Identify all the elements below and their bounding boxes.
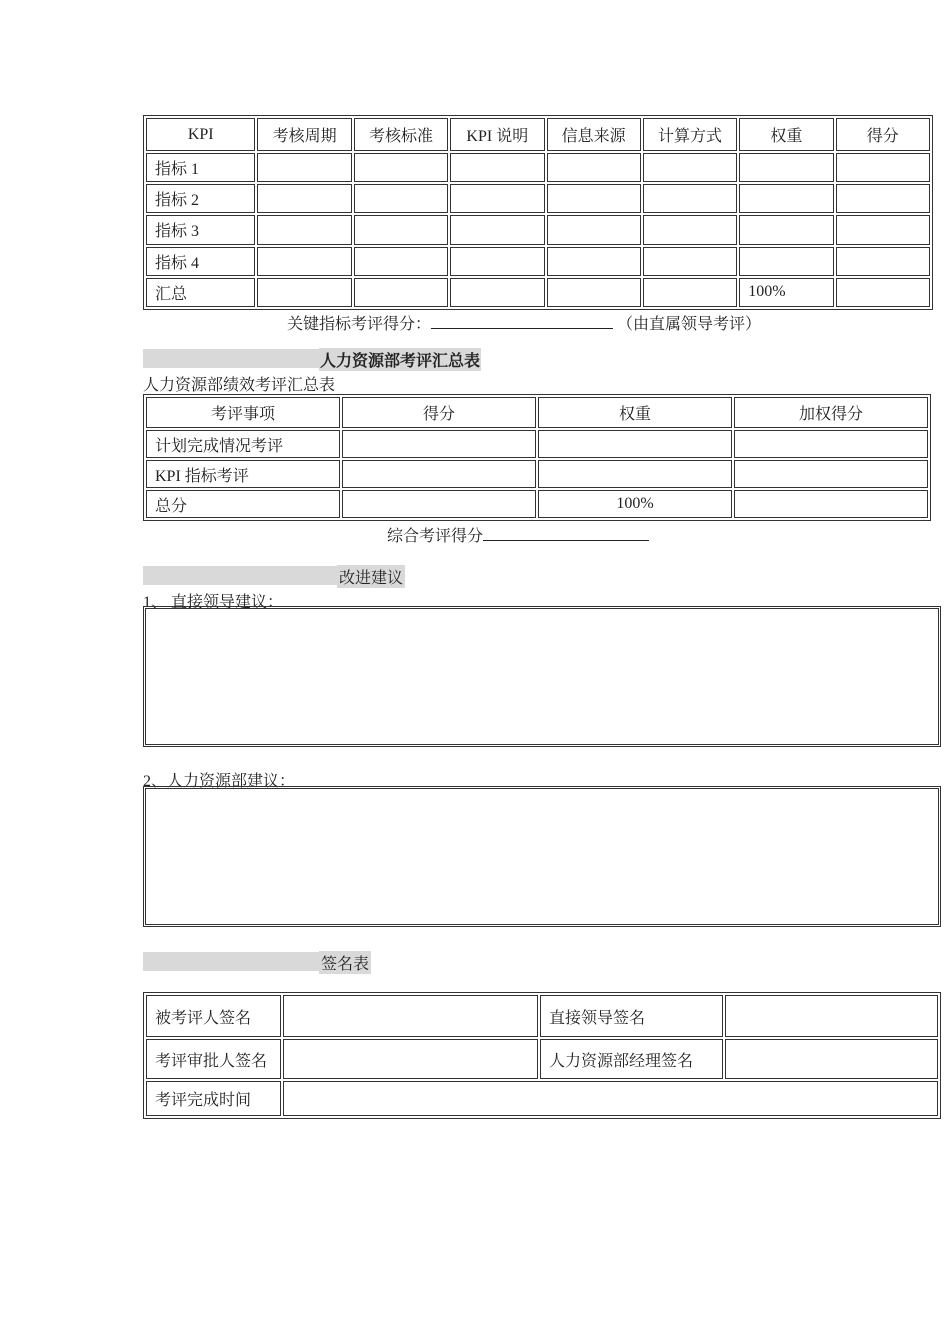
hr-summary-item: 总分 <box>146 490 340 518</box>
completion-time-field[interactable] <box>283 1081 938 1116</box>
kpi-header-row <box>146 118 930 151</box>
kpi-cell[interactable] <box>354 153 448 182</box>
kpi-cell[interactable] <box>354 184 448 213</box>
kpi-cell[interactable] <box>643 215 737 244</box>
section-band <box>143 349 319 368</box>
kpi-cell[interactable] <box>739 215 833 244</box>
kpi-cell[interactable] <box>257 184 351 213</box>
section-title-improvement: 改进建议 <box>337 565 405 588</box>
kpi-cell[interactable] <box>643 184 737 213</box>
kpi-weight-total: 100% <box>739 278 833 307</box>
kpi-cell[interactable] <box>257 278 351 307</box>
table-row <box>146 184 930 213</box>
hr-summary-cell[interactable] <box>342 490 536 518</box>
hr-suggestion-box[interactable] <box>143 786 941 927</box>
hr-summary-cell[interactable] <box>734 490 928 518</box>
kpi-cell[interactable] <box>257 153 351 182</box>
leader-suggestion-label: 1、 直接领导建议： <box>143 594 284 611</box>
kpi-cell[interactable] <box>257 247 351 276</box>
table-row <box>146 215 930 244</box>
kpi-table <box>143 115 933 310</box>
hr-summary-table <box>143 394 931 521</box>
hr-summary-cell[interactable] <box>538 430 732 458</box>
kpi-cell[interactable] <box>547 215 641 244</box>
kpi-cell[interactable] <box>547 278 641 307</box>
hr-suggestion-label: 2、人力资源部建议： <box>143 773 296 790</box>
kpi-cell[interactable] <box>257 215 351 244</box>
kpi-cell[interactable] <box>547 153 641 182</box>
hr-manager-signature-label: 人力资源部经理签名 <box>540 1039 723 1079</box>
kpi-cell[interactable] <box>643 153 737 182</box>
kpi-header-cell: 权重 <box>739 118 833 151</box>
kpi-cell[interactable] <box>739 247 833 276</box>
kpi-cell[interactable] <box>547 247 641 276</box>
hr-summary-cell[interactable] <box>734 430 928 458</box>
kpi-header-cell: KPI <box>146 118 255 151</box>
direct-leader-signature-label: 直接领导签名 <box>540 995 723 1037</box>
section-title-hr-summary: 人力资源部考评汇总表 <box>319 348 481 371</box>
overall-score-line <box>387 523 649 546</box>
table-row <box>146 1039 938 1079</box>
hr-summary-header-cell: 考评事项 <box>146 397 340 428</box>
hr-summary-header-cell: 加权得分 <box>734 397 928 428</box>
hr-summary-cell[interactable] <box>538 460 732 488</box>
table-row <box>146 153 930 182</box>
kpi-cell[interactable] <box>354 278 448 307</box>
table-row <box>146 490 928 518</box>
hr-summary-header-cell: 得分 <box>342 397 536 428</box>
section-title-signature: 签名表 <box>319 951 371 974</box>
hr-summary-cell[interactable] <box>342 460 536 488</box>
hr-summary-item: 计划完成情况考评 <box>146 430 340 458</box>
kpi-cell[interactable] <box>836 184 930 213</box>
kpi-score-note: （由直属领导考评） <box>617 316 762 333</box>
kpi-cell[interactable] <box>739 153 833 182</box>
kpi-score-label: 关键指标考评得分： <box>287 316 432 333</box>
kpi-cell[interactable] <box>547 184 641 213</box>
table-row <box>146 278 930 307</box>
hr-summary-item: KPI 指标考评 <box>146 460 340 488</box>
kpi-cell[interactable] <box>354 215 448 244</box>
kpi-header-cell: 考核标准 <box>354 118 448 151</box>
appraisee-signature-label: 被考评人签名 <box>146 995 281 1037</box>
direct-leader-signature-field[interactable] <box>725 995 938 1037</box>
kpi-score-blank[interactable] <box>431 312 613 329</box>
approver-signature-field[interactable] <box>283 1039 538 1079</box>
kpi-cell[interactable] <box>836 247 930 276</box>
leader-suggestion-box[interactable] <box>143 606 941 747</box>
hr-summary-cell[interactable] <box>342 430 536 458</box>
kpi-header-cell: KPI 说明 <box>450 118 544 151</box>
kpi-cell[interactable] <box>450 184 544 213</box>
section-band <box>143 566 337 585</box>
kpi-cell[interactable] <box>836 215 930 244</box>
kpi-cell[interactable] <box>450 278 544 307</box>
kpi-cell[interactable] <box>739 184 833 213</box>
kpi-cell[interactable] <box>836 153 930 182</box>
hr-summary-caption: 人力资源部绩效考评汇总表 <box>143 377 336 394</box>
table-row <box>146 460 928 488</box>
table-row <box>146 1081 938 1116</box>
kpi-header-cell: 得分 <box>836 118 930 151</box>
hr-summary-weight-total: 100% <box>538 490 732 518</box>
hr-manager-signature-field[interactable] <box>725 1039 938 1079</box>
kpi-header-cell: 考核周期 <box>257 118 351 151</box>
hr-summary-header-cell: 权重 <box>538 397 732 428</box>
kpi-header-cell: 计算方式 <box>643 118 737 151</box>
kpi-name-cell: 指标 2 <box>146 184 255 213</box>
signature-table <box>143 992 941 1119</box>
section-band <box>143 952 319 971</box>
kpi-header-cell: 信息来源 <box>547 118 641 151</box>
kpi-cell[interactable] <box>354 247 448 276</box>
table-row <box>146 247 930 276</box>
kpi-cell[interactable] <box>836 278 930 307</box>
kpi-cell[interactable] <box>450 215 544 244</box>
kpi-name-cell: 汇总 <box>146 278 255 307</box>
kpi-score-line <box>287 311 761 334</box>
kpi-cell[interactable] <box>450 247 544 276</box>
kpi-name-cell: 指标 4 <box>146 247 255 276</box>
approver-signature-label: 考评审批人签名 <box>146 1039 281 1079</box>
table-row <box>146 995 938 1037</box>
appraisee-signature-field[interactable] <box>283 995 538 1037</box>
overall-score-blank[interactable] <box>483 524 649 541</box>
kpi-cell[interactable] <box>450 153 544 182</box>
hr-summary-cell[interactable] <box>734 460 928 488</box>
overall-score-label: 综合考评得分 <box>387 528 484 545</box>
table-row <box>146 430 928 458</box>
kpi-cell[interactable] <box>643 278 737 307</box>
kpi-name-cell: 指标 1 <box>146 153 255 182</box>
kpi-name-cell: 指标 3 <box>146 215 255 244</box>
hr-summary-header-row <box>146 397 928 428</box>
completion-time-label: 考评完成时间 <box>146 1081 281 1116</box>
kpi-cell[interactable] <box>643 247 737 276</box>
